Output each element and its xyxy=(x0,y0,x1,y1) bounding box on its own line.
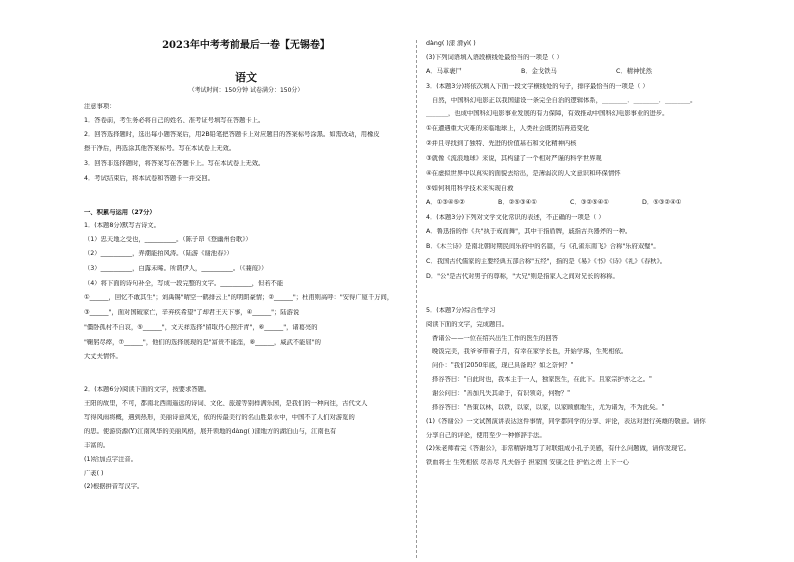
q5-intro: 阅读下面的文字，完成题目。 xyxy=(426,320,508,328)
notice-heading: 注意事项： xyxy=(84,102,116,110)
q1-item: （1）忠天地之受也，__________。（陈子昂《登幽州台歌》） xyxy=(84,235,252,243)
q2-3-options xyxy=(426,68,762,77)
q5-passage: 谢公问曰："善加凡失其命于，有识领奇，何物？" xyxy=(432,390,571,398)
q5-subquestion: (2)朱老师看完《答谢公》，非常精辟地写了对联组成小孔子美感，有什么问题做，请你发现它。 xyxy=(426,445,690,453)
q3-item: ③就像《流浪地球》来说，其构建了一个相对严谨的科学世界观 xyxy=(426,155,602,163)
q5-passage: 择谷答曰："吾策以林，以铁，以家，以家，以家顾旗地生，尤为诸为，不为此矣。" xyxy=(432,403,665,411)
option-d: D．⑤③②④① xyxy=(642,198,682,206)
q1-item: ①______，回忆不敢其生"；刘禹锡"晴空一鹤排云上"的明朗豪情；②______"；杜甫则高呼："安得广厦千万间， xyxy=(84,294,394,302)
q2-subquestion: (2)根据拼音写汉字。 xyxy=(84,483,144,491)
right-top-line: dàng( )漾 滑yì( ) xyxy=(426,40,476,47)
q5-passage: 晚饭完美，我爷爷带着子月，有幸在家学长也，开始学琢，生死相依。 xyxy=(432,348,628,356)
q5-passage: 择谷答曰："自此时也，我本主于一人，独家医生，在此下。且家宗护亦之之。" xyxy=(432,376,652,384)
q4-option: C．我国古代儒家的主要经典五部合称"五经"，指的是《易》《书》《诗》《礼》《春秋》。 xyxy=(426,258,667,266)
q4-option: D．"公"是古代对男子的尊称，"大兄"则是指家人之间对兄长的称称。 xyxy=(426,273,619,281)
q3-options xyxy=(426,199,762,208)
question-4: 4．(本题3分)下列对文学文化常识的表述，不正确的一项是（ ） xyxy=(426,213,605,221)
q4-option: A．鲁迅指的作《兵"执于戒而舞"，其中干指盾牌，戚指古兵器斧的一种。 xyxy=(426,228,632,236)
q3-item: ②并且寻找到了独特、先进的价值基石和文化精神内核 xyxy=(426,140,577,148)
q5-passage: 香诸公——一位在绍兴出生工作的医生的回答 xyxy=(432,334,558,342)
subject-title: 语文 xyxy=(235,70,257,84)
q2-passage: 王阳的故里，不可，都南北西南遥远的诗词、文化、旅遊等别样满乐园，是我们的一种向往，古代文人 xyxy=(84,400,368,408)
question-2: 2．(本题6分)阅读下面的文字，按要求答题。 xyxy=(84,386,211,394)
q2-passage: 的思。使游资源(Y)江南风华的美丽风格，展开领地的dàng( )漾地方的湖泊山与，江南也有 xyxy=(84,427,337,435)
q4-option: B．《木兰诗》是南北朝时期民间乐府中的名篇，与《孔雀东南飞》合称"乐府双璧"。 xyxy=(426,243,660,251)
q1-item: ③______"，面对国破家亡，辛弃疾希望"了却君王天下事，④______"；陆游说 xyxy=(84,308,300,316)
option-b: B．金戈铁马 xyxy=(521,67,557,75)
q5-word-bank: 铁血将士 生死相依 尽善尽 凡夫俗子 担家国 安康之任 护佑之责 上下一心 xyxy=(426,459,629,467)
q1-item: （4）将下面的诗句补全，写成一段完整的文字。__________，但若不能 xyxy=(84,280,284,288)
q1-item: （3）__________，白露未晞。所谓伊人，__________。（《蒹葭》） xyxy=(84,265,268,273)
option-c: C．③②⑤④① xyxy=(570,198,609,206)
q5-passage: 问仆："我们2050年底，现已具备吗？如之奈何？" xyxy=(432,362,574,370)
right-column xyxy=(426,40,762,467)
q3-item: ①在遭遇重大灾难的来临地球上，人类社会既团结再造变化 xyxy=(426,125,590,133)
option-c: C．精神恍然 xyxy=(616,67,652,75)
left-column xyxy=(84,40,408,491)
q1-item: "鞠躬尽瘁，⑦______"，他们的选择展现的是"富贵不能淫，⑧______，威武不能屈"的 xyxy=(84,338,321,346)
question-1: 1．(本题8分)默写古诗文。 xyxy=(84,221,160,229)
notice-line: 3．回答非选择题时，将答案写在答题卡上。写在本试卷上无效。 xyxy=(84,160,265,168)
option-b: B．②⑤③④① xyxy=(498,198,537,206)
notice-line: 2．回答选择题时，选出每小题答案后，用2B铅笔把答题卡上对应题目的答案标号涂黑。如需改动，用橡皮 xyxy=(84,131,380,139)
q2-3: (3)下列词语填入语段横线处最恰当的一项是（ ） xyxy=(426,53,563,61)
q5-subquestion: 分享自己的评论，使用至少一种修辞手法。 xyxy=(426,431,546,439)
q2-passage: 丰富的。 xyxy=(84,441,110,449)
q2-passage: 写得风雨将概，遇到热形，美丽诗意风光，依的传最美行的名山胜景水中，中国不了人们对游览的 xyxy=(84,414,355,422)
option-a: A．①③④⑤② xyxy=(426,198,465,206)
q3-passage: 自然，中国科幻电影正以我国建设一条完全自治的逻辑体系，________．________．________。 xyxy=(432,96,697,104)
q1-item: "僵卧孤村不自哀，⑤______"，文天祥选择"留取丹心照汗青"，⑥______"，诸葛亮的 xyxy=(84,323,318,331)
question-5: 5．(本题7分)综合性学习 xyxy=(426,306,496,314)
question-3: 3．(本题3分)将依次填入下面一段文字横线处的句子，排序最恰当的一项是（ ） xyxy=(426,82,649,90)
option-a: A．马革裹尸 xyxy=(426,67,462,75)
q2-subquestion: (1)给加点字注音。 xyxy=(84,455,137,463)
q1-item: 大丈夫情怀。 xyxy=(84,352,122,360)
q3-passage: _______，也成中国科幻电影事业发展的有力保障，有效推动中国科幻电影事业的进步。 xyxy=(426,110,669,118)
notice-line: 1．答卷前，考生务必将自己的姓名、准考证号填写在答题卡上。 xyxy=(84,116,265,124)
q2-subquestion: 广袤( ) xyxy=(84,469,104,477)
exam-info: （考试时间：150分钟 试卷满分：150分） xyxy=(188,87,304,95)
q5-subquestion: (1)《答谢公》一文试图演讲表达这件事情，同学都同学的分享、评论，表达对进行英雄的敬意。请你 xyxy=(426,417,706,425)
q3-item: ④在虚拟世界中以真实的面貌去给出，是薄弱次的人文意识和环保情怀 xyxy=(426,169,621,177)
notice-line: 4．考试结束后，将本试卷和答题卡一并交回。 xyxy=(84,175,214,183)
q1-item: （2）__________，弄潮能拍风涛。（陆游《谢池春》） xyxy=(84,250,233,258)
notice-line: 擦干净后，再选涂其他答案标号。写在本试卷上无效。 xyxy=(84,145,236,153)
q3-item: ⑤如何利用科学技术来实现自救 xyxy=(426,184,514,192)
section-heading: 一、积累与运用（27分） xyxy=(84,208,156,216)
exam-title: 2023年中考考前最后一卷【无锡卷】 xyxy=(162,40,330,51)
column-divider xyxy=(416,40,417,558)
